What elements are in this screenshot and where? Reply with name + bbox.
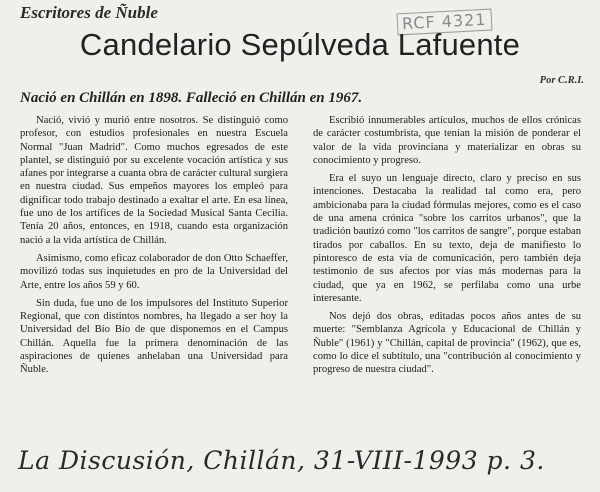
paragraph: Nos dejó dos obras, editadas pocos años antes de su muerte: "Semblanza Agrícola y Educacional de Chillán y Ñuble" (1961) y "Chillán, capital de provincia" (1962), que es, como lo dice el subtítulo, una "contribución al conocimiento y progreso de nuestra ciudad". bbox=[313, 311, 581, 376]
right-column bbox=[313, 114, 581, 382]
paragraph: Era el suyo un lenguaje directo, claro y preciso en sus intenciones. Destacaba la realidad tal como era, pero ambicionaba para la ciudad fórmulas mejores, como es el caso de una amena crónica "sobre los carritos urbanos", que la tradición bautizó como "los carritos de sangre", porque estaban tirados por caballos. En su texto, deja de manifiesto lo pintoresco de esta vía de comunicación, pero también deja testimonio de sus afectos por vías más modernas para la ciudad, que ya en 1962, se perfilaba como una urbe interesante. bbox=[313, 173, 581, 304]
handwritten-citation: La Discusión, Chillán, 31-VIII-1993 p. 3. bbox=[18, 446, 545, 475]
paragraph: Escribió innumerables artículos, muchos de ellos crónicas de carácter costumbrista, que tenían la misión de ponderar el valor de la vida provinciana y materializar en obras su conocimiento y progreso. bbox=[313, 115, 581, 166]
paragraph: Nació, vivió y murió entre nosotros. Se distinguió como profesor, con estudios profesionales en nuestra Escuela Normal "Juan Madrid". Como muchos egresados de este plantel, se distinguió por su excelente vocación artística y sus afanes por integrarse a cuanta obra de carácter cultural surgiera en nuestra ciudad. Sus empeños mayores los empleó para dignificar todo trabajo destinado a exaltar el arte. En esa línea, fue uno de los artífices de la Sociedad Musical Santa Cecilia. Tenía 20 años, entonces, en 1918, cuando esta organización nació a la vida artística de Chillán. bbox=[20, 115, 288, 246]
article-title: Candelario Sepúlveda Lafuente bbox=[79, 27, 521, 62]
paragraph: Asimismo, como eficaz colaborador de don Otto Schaeffer, movilizó todas sus inquietudes en pro de la Universidad del Arte, entre los años 59 y 60. bbox=[20, 252, 288, 291]
left-column bbox=[20, 114, 288, 382]
article-subtitle: Nació en Chillán en 1898. Falleció en Chillán en 1967. bbox=[20, 90, 363, 106]
paragraph: Sin duda, fue uno de los impulsores del Instituto Superior Regional, que con distintos nombres, ha llegado a ser hoy la Universidad del Bío Bío de que disponemos en el Campus Chillán. Aquella fue la primera denominación de las aspiraciones de quienes anhelaban una Universidad para Ñuble. bbox=[20, 297, 288, 376]
author-byline: Por C.R.I. bbox=[539, 75, 584, 86]
archive-stamp: RCF 4321 bbox=[396, 9, 492, 36]
section-label: Escritores de Ñuble bbox=[20, 3, 158, 22]
